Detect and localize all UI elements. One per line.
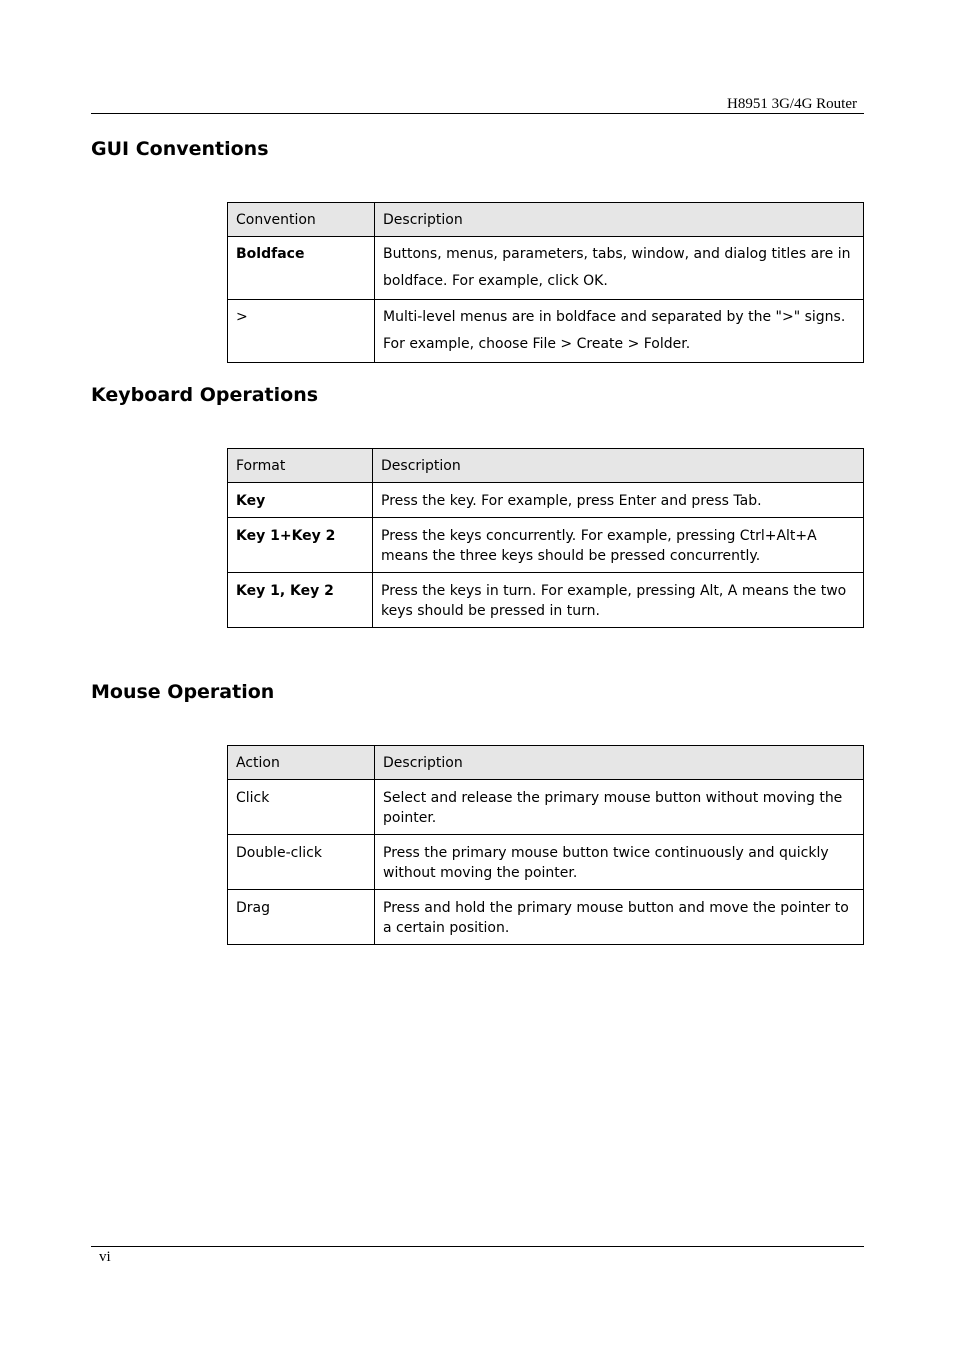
mouse-operation-table bbox=[227, 745, 864, 945]
action-description: Select and release the primary mouse button without moving the pointer. bbox=[375, 780, 864, 835]
action-description: Press the primary mouse button twice continuously and quickly without moving the pointer. bbox=[375, 835, 864, 890]
header-rule bbox=[91, 113, 864, 114]
table-row bbox=[228, 780, 864, 835]
convention-description: Buttons, menus, parameters, tabs, window, and dialog titles are in boldface. For example, click OK. bbox=[375, 237, 864, 300]
table-row bbox=[228, 237, 864, 300]
format-term: Key 1+Key 2 bbox=[228, 518, 373, 573]
column-header-description: Description bbox=[375, 203, 864, 237]
action-description: Press and hold the primary mouse button and move the pointer to a certain position. bbox=[375, 890, 864, 945]
page-number: vi bbox=[99, 1249, 111, 1265]
table-row bbox=[228, 890, 864, 945]
format-description: Press the keys in turn. For example, pressing Alt, A means the two keys should be pressed in turn. bbox=[373, 573, 864, 628]
convention-term: Boldface bbox=[228, 237, 375, 300]
column-header-description: Description bbox=[373, 449, 864, 483]
keyboard-operations-heading: Keyboard Operations bbox=[91, 384, 319, 406]
convention-description: Multi-level menus are in boldface and separated by the ">" signs. For example, choose File > Create > Folder. bbox=[375, 300, 864, 363]
table-header-row bbox=[228, 746, 864, 780]
column-header-action: Action bbox=[228, 746, 375, 780]
keyboard-operations-table bbox=[227, 448, 864, 628]
column-header-convention: Convention bbox=[228, 203, 375, 237]
table-header-row bbox=[228, 203, 864, 237]
mouse-operation-heading: Mouse Operation bbox=[91, 681, 275, 703]
gui-conventions-table bbox=[227, 202, 864, 363]
column-header-format: Format bbox=[228, 449, 373, 483]
action-term: Drag bbox=[228, 890, 375, 945]
document-header-title: H8951 3G/4G Router bbox=[727, 96, 857, 112]
convention-term: > bbox=[228, 300, 375, 363]
column-header-description: Description bbox=[375, 746, 864, 780]
format-description: Press the key. For example, press Enter and press Tab. bbox=[373, 483, 864, 518]
table-row bbox=[228, 483, 864, 518]
gui-conventions-heading: GUI Conventions bbox=[91, 138, 269, 160]
table-row bbox=[228, 300, 864, 363]
format-term: Key 1, Key 2 bbox=[228, 573, 373, 628]
format-description: Press the keys concurrently. For example, pressing Ctrl+Alt+A means the three keys should be pressed concurrently. bbox=[373, 518, 864, 573]
action-term: Click bbox=[228, 780, 375, 835]
action-term: Double-click bbox=[228, 835, 375, 890]
table-row bbox=[228, 573, 864, 628]
table-row bbox=[228, 518, 864, 573]
format-term: Key bbox=[228, 483, 373, 518]
table-header-row bbox=[228, 449, 864, 483]
footer-rule bbox=[91, 1246, 864, 1247]
table-row bbox=[228, 835, 864, 890]
